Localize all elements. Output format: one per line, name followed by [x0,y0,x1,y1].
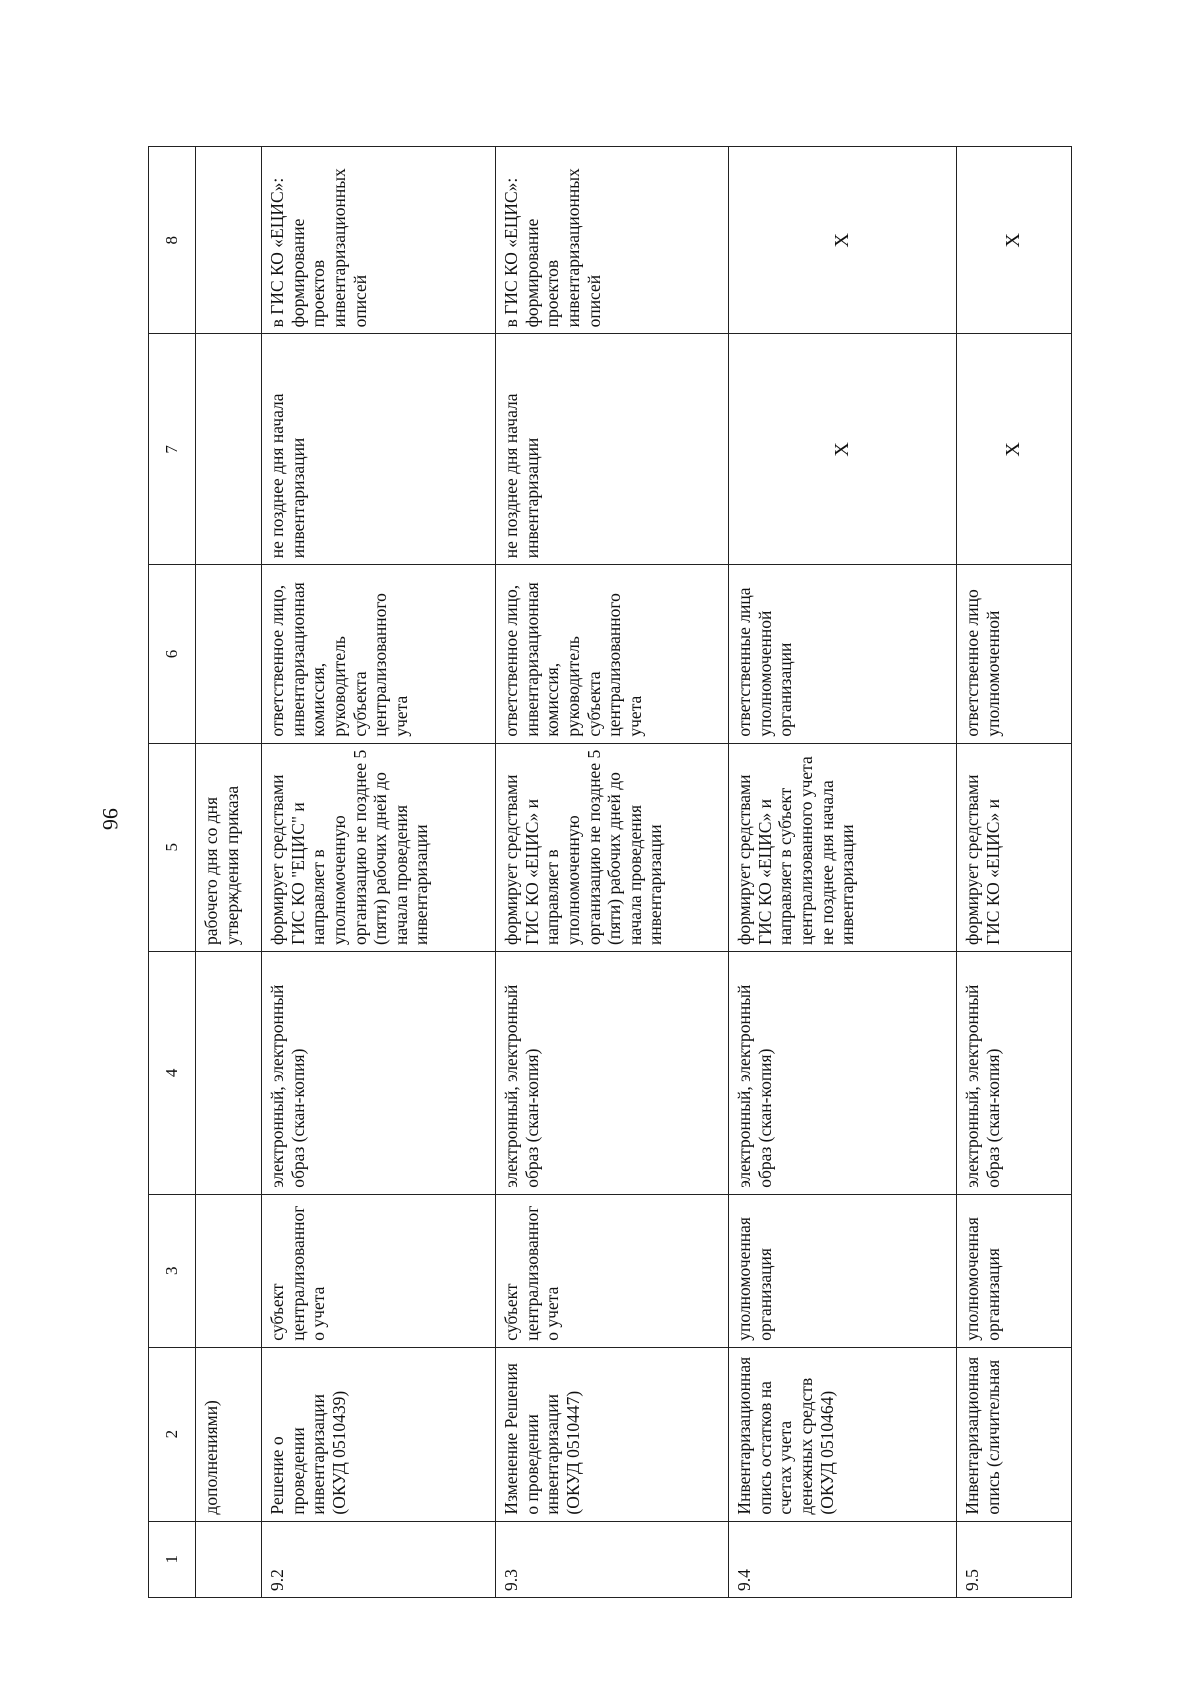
column-number: 2 [149,1347,196,1521]
column-number: 6 [149,565,196,743]
page-number: 96 [98,808,123,830]
table-row [196,147,262,1598]
deadline-cell: Х [957,334,1072,565]
rotated-table-area [148,146,1200,1591]
table-row [496,147,729,1598]
column-number: 5 [149,743,196,951]
column-number-row [149,147,196,1598]
rotated-table-container [148,146,1060,1598]
form-cell [196,951,262,1194]
table-row [729,147,957,1598]
column-number: 8 [149,147,196,334]
column-number: 4 [149,951,196,1194]
form-cell: электронный, электронный образ (скан-копия) [729,951,957,1194]
recipient-cell [196,565,262,743]
responsible-cell: субъект централизованного учета [496,1194,729,1347]
note-cell: в ГИС КО «ЕЦИС»: формирование проектов инвентаризационных описей [496,147,729,334]
note-cell [196,147,262,334]
procedure-cell: формирует средствами ГИС КО «ЕЦИС» и [957,743,1072,951]
deadline-cell: не позднее дня начала инвентаризации [496,334,729,565]
deadline-cell: не позднее дня начала инвентаризации [262,334,496,565]
form-cell: электронный, электронный образ (скан-копия) [496,951,729,1194]
procedure-cell: рабочего дня со дня утверждения приказа [196,743,262,951]
responsible-cell: уполномоченная организация [957,1194,1072,1347]
recipient-cell: ответственные лица уполномоченной организации [729,565,957,743]
responsible-cell: уполномоченная организация [729,1194,957,1347]
document-table [148,146,1072,1598]
document-name-cell: Инвентаризационная опись (сличительная [957,1347,1072,1521]
procedure-cell: формирует средствами ГИС КО «ЕЦИС» и направляет в субъект централизованного учета не позднее дня начала инвентаризации [729,743,957,951]
deadline-cell: Х [729,334,957,565]
row-number-cell [196,1521,262,1597]
row-number-cell: 9.2 [262,1521,496,1597]
recipient-cell: ответственное лицо уполномоченной [957,565,1072,743]
table-row [262,147,496,1598]
form-cell: электронный, электронный образ (скан-копия) [262,951,496,1194]
note-cell: Х [957,147,1072,334]
column-number: 1 [149,1521,196,1597]
row-number-cell: 9.4 [729,1521,957,1597]
recipient-cell: ответственное лицо, инвентаризационная комиссия, руководитель субъекта централизованного учета [496,565,729,743]
table-row [957,147,1072,1598]
note-cell: Х [729,147,957,334]
responsible-cell: субъект централизованного учета [262,1194,496,1347]
row-number-cell: 9.5 [957,1521,1072,1597]
document-name-cell: дополнениями) [196,1347,262,1521]
form-cell: электронный, электронный образ (скан-копия) [957,951,1072,1194]
document-name-cell: Решение о проведении инвентаризации (ОКУД 0510439) [262,1347,496,1521]
document-name-cell: Изменение Решения о проведении инвентаризации (ОКУД 0510447) [496,1347,729,1521]
note-cell: в ГИС КО «ЕЦИС»: формирование проектов инвентаризационных описей [262,147,496,334]
procedure-cell: формирует средствами ГИС КО "ЕЦИС" и направляет в уполномоченную организацию не позднее 5 (пяти) рабочих дней до начала проведения инвентаризации [262,743,496,951]
procedure-cell: формирует средствами ГИС КО «ЕЦИС» и направляет в уполномоченную организацию не позднее 5 (пяти) рабочих дней до начала проведения инвентаризации [496,743,729,951]
recipient-cell: ответственное лицо, инвентаризационная комиссия, руководитель субъекта централизованного учета [262,565,496,743]
document-name-cell: Инвентаризационная опись остатков на счетах учета денежных средств (ОКУД 0510464) [729,1347,957,1521]
column-number: 3 [149,1194,196,1347]
responsible-cell [196,1194,262,1347]
column-number: 7 [149,334,196,565]
deadline-cell [196,334,262,565]
row-number-cell: 9.3 [496,1521,729,1597]
